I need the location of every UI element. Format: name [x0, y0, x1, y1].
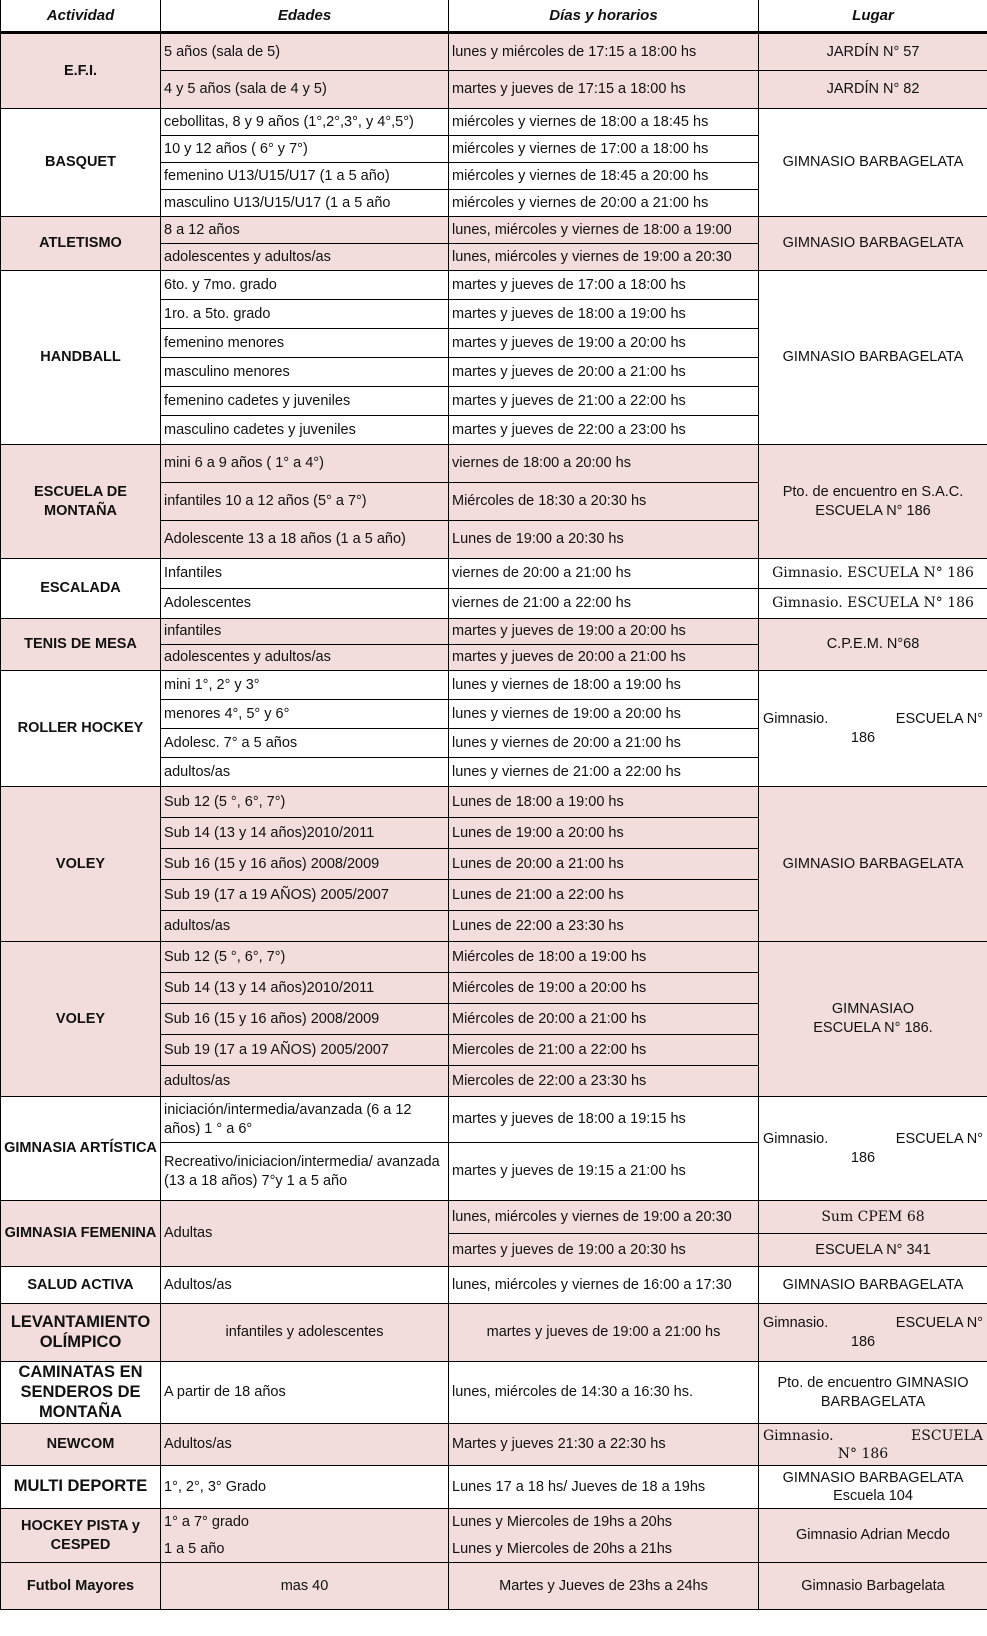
edad-cell: Sub 19 (17 a 19 AÑOS) 2005/2007 [161, 880, 449, 911]
table-row [1, 942, 987, 973]
edad-cell: Sub 12 (5 °, 6°, 7°) [161, 787, 449, 818]
dias-cell: Lunes de 22:00 a 23:30 hs [449, 911, 759, 942]
edad-cell: adultos/as [161, 911, 449, 942]
table-row [1, 33, 987, 71]
lugar-cell [759, 1466, 987, 1509]
activity-newcom: NEWCOM [1, 1424, 161, 1466]
lugar-cell: JARDÍN N° 57 [759, 33, 987, 71]
table-row [1, 1466, 987, 1509]
edad-cell: 1 a 5 año [161, 1536, 449, 1563]
lugar-part: Gimnasio. [763, 1427, 834, 1444]
edad-cell: Sub 12 (5 °, 6°, 7°) [161, 942, 449, 973]
dias-cell: lunes, miércoles de 14:30 a 16:30 hs. [449, 1362, 759, 1424]
table-row [1, 1509, 987, 1536]
activity-atletismo: ATLETISMO [1, 217, 161, 271]
activity-tenis-de-mesa: TENIS DE MESA [1, 619, 161, 671]
dias-cell: Lunes y Miercoles de 20hs a 21hs [449, 1536, 759, 1563]
header-dias: Días y horarios [449, 0, 759, 33]
edad-cell: Recreativo/iniciacion/intermedia/ avanzada (13 a 18 años) 7°y 1 a 5 año [161, 1143, 449, 1201]
edad-cell: Sub 14 (13 y 14 años)2010/2011 [161, 973, 449, 1004]
edad-cell: mas 40 [161, 1563, 449, 1610]
table-row [1, 1201, 987, 1234]
lugar-line: Pto. de encuentro en S.A.C. [782, 483, 964, 500]
lugar-part: ESCUELA [911, 1427, 983, 1444]
dias-cell: Lunes de 19:00 a 20:30 hs [449, 521, 759, 559]
edad-cell: 6to. y 7mo. grado [161, 271, 449, 300]
edad-cell: adultos/as [161, 1066, 449, 1097]
lugar-part: Gimnasio. [763, 710, 829, 727]
lugar-cell: GIMNASIO BARBAGELATA [759, 1267, 987, 1304]
dias-cell: Lunes 17 a 18 hs/ Jueves de 18 a 19hs [449, 1466, 759, 1509]
dias-cell: Lunes de 20:00 a 21:00 hs [449, 849, 759, 880]
dias-cell: viernes de 20:00 a 21:00 hs [449, 559, 759, 589]
lugar-part: ESCUELA N° [895, 1314, 983, 1331]
table-row [1, 217, 987, 244]
dias-cell: martes y jueves de 18:00 a 19:15 hs [449, 1097, 759, 1143]
edad-cell: femenino U13/U15/U17 (1 a 5 año) [161, 163, 449, 190]
activity-caminatas: CAMINATAS EN SENDEROS DE MONTAÑA [1, 1362, 161, 1424]
dias-cell: Miércoles de 19:00 a 20:00 hs [449, 973, 759, 1004]
header-lugar: Lugar [759, 0, 987, 33]
lugar-cell [759, 1362, 987, 1424]
lugar-line: GIMNASIO BARBAGELATA [782, 1469, 964, 1486]
lugar-part: N° 186 [837, 1445, 889, 1462]
dias-cell: martes y jueves de 19:00 a 21:00 hs [449, 1304, 759, 1362]
lugar-cell [759, 671, 987, 787]
activity-multi-deporte: MULTI DEPORTE [1, 1466, 161, 1509]
dias-cell: Martes y Jueves de 23hs a 24hs [449, 1563, 759, 1610]
edad-cell: Adolescentes [161, 589, 449, 619]
lugar-line: GIMNASIAO [831, 1001, 915, 1018]
activity-voley: VOLEY [1, 942, 161, 1097]
lugar-line: Pto. de encuentro GIMNASIO [777, 1374, 969, 1391]
lugar-cell [759, 1304, 987, 1362]
activity-voley: VOLEY [1, 787, 161, 942]
lugar-part: ESCUELA N° [895, 710, 983, 727]
dias-cell: miércoles y viernes de 18:45 a 20:00 hs [449, 163, 759, 190]
dias-cell: lunes y viernes de 21:00 a 22:00 hs [449, 758, 759, 787]
dias-cell: lunes y viernes de 19:00 a 20:00 hs [449, 700, 759, 729]
table-row [1, 109, 987, 136]
lugar-cell: Gimnasio Barbagelata [759, 1563, 987, 1610]
lugar-cell: Gimnasio. ESCUELA N° 186 [759, 559, 987, 589]
lugar-line: ESCUELA N° 186 [815, 502, 931, 519]
edad-cell: femenino menores [161, 329, 449, 358]
lugar-part: 186 [850, 1333, 876, 1350]
dias-cell: lunes y viernes de 18:00 a 19:00 hs [449, 671, 759, 700]
dias-cell: viernes de 21:00 a 22:00 hs [449, 589, 759, 619]
edad-cell: Adultos/as [161, 1267, 449, 1304]
edad-cell: Adolesc. 7° a 5 años [161, 729, 449, 758]
dias-cell: Miercoles de 21:00 a 22:00 hs [449, 1035, 759, 1066]
activity-name-line: ESCUELA DE [34, 483, 127, 500]
activity-roller-hockey: ROLLER HOCKEY [1, 671, 161, 787]
table-row [1, 1267, 987, 1304]
dias-cell: Lunes de 19:00 a 20:00 hs [449, 818, 759, 849]
activity-efi: E.F.I. [1, 33, 161, 109]
header-actividad: Actividad [1, 0, 161, 33]
edad-cell: infantiles [161, 619, 449, 645]
lugar-cell: GIMNASIO BARBAGELATA [759, 217, 987, 271]
edad-cell: A partir de 18 años [161, 1362, 449, 1424]
dias-cell: martes y jueves de 22:00 a 23:00 hs [449, 416, 759, 445]
lugar-cell: GIMNASIO BARBAGELATA [759, 787, 987, 942]
dias-cell: lunes y miércoles de 17:15 a 18:00 hs [449, 33, 759, 71]
dias-cell: lunes y viernes de 20:00 a 21:00 hs [449, 729, 759, 758]
dias-cell: martes y jueves de 18:00 a 19:00 hs [449, 300, 759, 329]
dias-cell: miércoles y viernes de 18:00 a 18:45 hs [449, 109, 759, 136]
activity-futbol-mayores: Futbol Mayores [1, 1563, 161, 1610]
table-row [1, 559, 987, 589]
lugar-line: BARBAGELATA [820, 1393, 926, 1410]
lugar-cell [759, 445, 987, 559]
dias-cell: Lunes y Miercoles de 19hs a 20hs [449, 1509, 759, 1536]
lugar-line: ESCUELA N° 186. [813, 1020, 933, 1036]
lugar-part: Gimnasio. [763, 1130, 829, 1147]
lugar-line: Escuela 104 [833, 1488, 913, 1505]
dias-cell: martes y jueves de 19:15 a 21:00 hs [449, 1143, 759, 1201]
table-row [1, 1563, 987, 1610]
lugar-cell: JARDÍN N° 82 [759, 71, 987, 109]
table-row [1, 445, 987, 483]
table-row [1, 1362, 987, 1424]
lugar-cell [759, 1097, 987, 1201]
dias-cell: martes y jueves de 19:00 a 20:00 hs [449, 329, 759, 358]
dias-cell: martes y jueves de 20:00 a 21:00 hs [449, 645, 759, 671]
edad-cell: Sub 16 (15 y 16 años) 2008/2009 [161, 849, 449, 880]
dias-cell: Miércoles de 18:30 a 20:30 hs [449, 483, 759, 521]
edad-cell: masculino menores [161, 358, 449, 387]
dias-cell: martes y jueves de 17:15 a 18:00 hs [449, 71, 759, 109]
dias-cell: viernes de 18:00 a 20:00 hs [449, 445, 759, 483]
table-row [1, 787, 987, 818]
edad-cell: masculino cadetes y juveniles [161, 416, 449, 445]
table-row [1, 671, 987, 700]
dias-cell: miércoles y viernes de 17:00 a 18:00 hs [449, 136, 759, 163]
edad-cell: 1ro. a 5to. grado [161, 300, 449, 329]
edad-cell: mini 1°, 2° y 3° [161, 671, 449, 700]
edad-cell: Adolescente 13 a 18 años (1 a 5 año) [161, 521, 449, 559]
lugar-part: ESCUELA N° [895, 1130, 983, 1147]
edad-cell: femenino cadetes y juveniles [161, 387, 449, 416]
activity-name-line: MONTAÑA [43, 502, 118, 519]
lugar-cell: C.P.E.M. N°68 [759, 619, 987, 671]
edad-cell: Sub 19 (17 a 19 AÑOS) 2005/2007 [161, 1035, 449, 1066]
edad-cell: Adultos/as [161, 1424, 449, 1466]
dias-cell: martes y jueves de 17:00 a 18:00 hs [449, 271, 759, 300]
dias-cell: Miercoles de 22:00 a 23:30 hs [449, 1066, 759, 1097]
dias-cell: martes y jueves de 20:00 a 21:00 hs [449, 358, 759, 387]
table-row [1, 1424, 987, 1466]
edad-cell: Infantiles [161, 559, 449, 589]
lugar-cell: GIMNASIO BARBAGELATA [759, 109, 987, 217]
edad-cell: adultos/as [161, 758, 449, 787]
lugar-part: 186 [850, 729, 876, 746]
activity-gimnasia-femenina: GIMNASIA FEMENINA [1, 1201, 161, 1267]
edad-cell: Adultas [161, 1201, 449, 1267]
edad-cell: 4 y 5 años (sala de 4 y 5) [161, 71, 449, 109]
lugar-part: Gimnasio. [763, 1314, 829, 1331]
lugar-cell [759, 942, 987, 1097]
lugar-cell: Sum CPEM 68 [759, 1201, 987, 1234]
dias-cell: lunes, miércoles y viernes de 18:00 a 19:00 [449, 217, 759, 244]
activity-salud-activa: SALUD ACTIVA [1, 1267, 161, 1304]
edad-cell: Sub 16 (15 y 16 años) 2008/2009 [161, 1004, 449, 1035]
activity-levantamiento-olimpico: LEVANTAMIENTO OLÍMPICO [1, 1304, 161, 1362]
lugar-cell [759, 1424, 987, 1466]
activity-gimnasia-artistica: GIMNASIA ARTÍSTICA [1, 1097, 161, 1201]
edad-cell: menores 4°, 5° y 6° [161, 700, 449, 729]
header-row [1, 0, 987, 33]
edad-cell: 1°, 2°, 3° Grado [161, 1466, 449, 1509]
edad-cell: 1° a 7° grado [161, 1509, 449, 1536]
edad-cell: infantiles y adolescentes [161, 1304, 449, 1362]
edad-cell: infantiles 10 a 12 años (5° a 7°) [161, 483, 449, 521]
lugar-cell: Gimnasio Adrian Mecdo [759, 1509, 987, 1563]
lugar-cell: GIMNASIO BARBAGELATA [759, 271, 987, 445]
dias-cell: martes y jueves de 19:00 a 20:00 hs [449, 619, 759, 645]
activity-escalada: ESCALADA [1, 559, 161, 619]
table-row [1, 271, 987, 300]
dias-cell: Lunes de 21:00 a 22:00 hs [449, 880, 759, 911]
dias-cell: lunes, miércoles y viernes de 19:00 a 20:30 [449, 1201, 759, 1234]
edad-cell: 10 y 12 años ( 6° y 7°) [161, 136, 449, 163]
edad-cell: Sub 14 (13 y 14 años)2010/2011 [161, 818, 449, 849]
dias-cell: lunes, miércoles y viernes de 19:00 a 20:30 [449, 244, 759, 271]
edad-cell: masculino U13/U15/U17 (1 a 5 año [161, 190, 449, 217]
edad-cell: adolescentes y adultos/as [161, 645, 449, 671]
lugar-cell: Gimnasio. ESCUELA N° 186 [759, 589, 987, 619]
header-edades: Edades [161, 0, 449, 33]
dias-cell: martes y jueves de 19:00 a 20:30 hs [449, 1234, 759, 1267]
dias-cell: martes y jueves de 21:00 a 22:00 hs [449, 387, 759, 416]
activity-escuela-montana [1, 445, 161, 559]
lugar-cell: ESCUELA N° 341 [759, 1234, 987, 1267]
table-row [1, 1097, 987, 1143]
dias-cell: Miércoles de 18:00 a 19:00 hs [449, 942, 759, 973]
edad-cell: adolescentes y adultos/as [161, 244, 449, 271]
dias-cell: miércoles y viernes de 20:00 a 21:00 hs [449, 190, 759, 217]
activity-basquet: BASQUET [1, 109, 161, 217]
edad-cell: cebollitas, 8 y 9 años (1°,2°,3°, y 4°,5°) [161, 109, 449, 136]
edad-cell: iniciación/intermedia/avanzada (6 a 12 años) 1 ° a 6° [161, 1097, 449, 1143]
dias-cell: lunes, miércoles y viernes de 16:00 a 17:30 [449, 1267, 759, 1304]
edad-cell: 8 a 12 años [161, 217, 449, 244]
dias-cell: Martes y jueves 21:30 a 22:30 hs [449, 1424, 759, 1466]
activity-hockey-pista-cesped: HOCKEY PISTA y CESPED [1, 1509, 161, 1563]
edad-cell: mini 6 a 9 años ( 1° a 4°) [161, 445, 449, 483]
lugar-part: 186 [850, 1149, 876, 1166]
table-row [1, 619, 987, 645]
edad-cell: 5 años (sala de 5) [161, 33, 449, 71]
dias-cell: Miércoles de 20:00 a 21:00 hs [449, 1004, 759, 1035]
dias-cell: Lunes de 18:00 a 19:00 hs [449, 787, 759, 818]
table-row [1, 1304, 987, 1362]
activity-handball: HANDBALL [1, 271, 161, 445]
